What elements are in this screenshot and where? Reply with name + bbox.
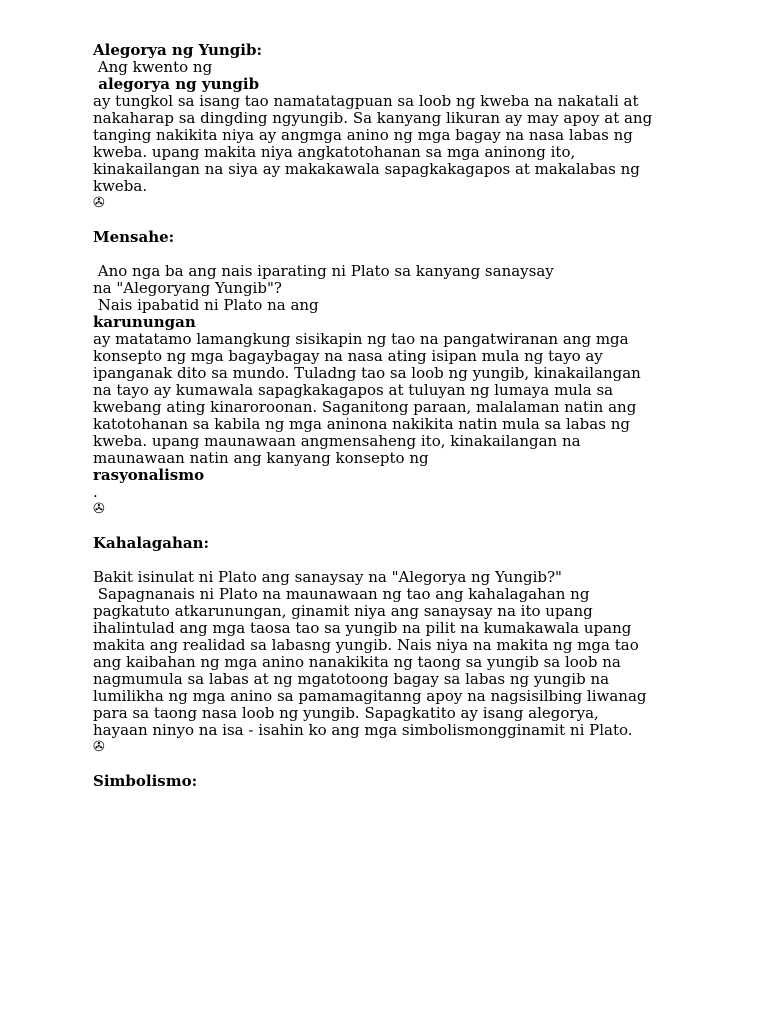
paragraph-line: nakaharap sa dingding ngyungib. Sa kanyang likuran ay may apoy at ang xyxy=(93,109,653,127)
bullet-glyph-icon: ✇ xyxy=(93,195,105,211)
spacer xyxy=(93,212,693,229)
paragraph-line: ay tungkol sa isang tao namatatagpuan sa loob ng kweba na nakatali at xyxy=(93,92,639,110)
section-heading-simbolismo: Simbolismo: xyxy=(93,772,198,790)
spacer xyxy=(93,518,693,535)
paragraph-line: ay matatamo lamangkung sisikapin ng tao na pangatwiranan ang mga xyxy=(93,330,629,348)
section-heading-alegorya: Alegorya ng Yungib: xyxy=(93,41,262,59)
key-term: karunungan xyxy=(93,313,196,331)
paragraph-intro: Ang kwento ng xyxy=(93,58,213,76)
paragraph-line: makita ang realidad sa labasng yungib. Nais niya na makita ng mga tao xyxy=(93,636,639,654)
paragraph-line: para sa taong nasa loob ng yungib. Sapagkatito ay isang alegorya, xyxy=(93,704,599,722)
paragraph-line: kweba. xyxy=(93,177,148,195)
question-line: Ano nga ba ang nais iparating ni Plato sa kanyang sanaysay xyxy=(93,262,554,280)
paragraph-line: kinakailangan na siya ay makakawala sapagkakagapos at makalabas ng xyxy=(93,160,640,178)
paragraph-line: kweba. upang maunawaan angmensaheng ito, kinakailangan na xyxy=(93,432,581,450)
bullet-glyph-icon: ✇ xyxy=(93,501,105,517)
spacer xyxy=(93,246,693,263)
paragraph-line: katotohanan sa kabila ng mga aninona nakikita natin mula sa labas ng xyxy=(93,415,630,433)
document-page xyxy=(93,42,693,790)
paragraph-line: kwebang ating kinaroroonan. Saganitong paraan, malalaman natin ang xyxy=(93,398,637,416)
key-term: alegorya ng yungib xyxy=(93,75,260,93)
paragraph-line: nagmumula sa labas at ng mgatotoong bagay sa labas ng yungib na xyxy=(93,670,610,688)
key-term: rasyonalismo xyxy=(93,466,205,484)
question-line: na "Alegoryang Yungib"? xyxy=(93,279,282,297)
paragraph-line: ipanganak dito sa mundo. Tuladng tao sa loob ng yungib, kinakailangan xyxy=(93,364,641,382)
paragraph-intro: Nais ipabatid ni Plato na ang xyxy=(93,296,319,314)
paragraph-line: Sapagnanais ni Plato na maunawaan ng tao ang kahalagahan ng xyxy=(93,585,590,603)
paragraph-line: ang kaibahan ng mga anino nanakikita ng taong sa yungib sa loob na xyxy=(93,653,621,671)
spacer xyxy=(93,756,693,773)
paragraph-line: tanging nakikita niya ay angmga anino ng mga bagay na nasa labas ng xyxy=(93,126,633,144)
spacer xyxy=(93,552,693,569)
paragraph-line: lumilikha ng mga anino sa pamamagitanng apoy na nagsisilbing liwanag xyxy=(93,687,647,705)
paragraph-line: hayaan ninyo na isa - isahin ko ang mga simbolismongginamit ni Plato. xyxy=(93,721,633,739)
bullet-glyph-icon: ✇ xyxy=(93,739,105,755)
paragraph-line: kweba. upang makita niya angkatotohanan sa mga aninong ito, xyxy=(93,143,576,161)
section-heading-mensahe: Mensahe: xyxy=(93,228,175,246)
paragraph-line: konsepto ng mga bagaybagay na nasa ating isipan mula ng tayo ay xyxy=(93,347,603,365)
paragraph-line: pagkatuto atkarunungan, ginamit niya ang sanaysay na ito upang xyxy=(93,602,593,620)
paragraph-line: maunawaan natin ang kanyang konsepto ng xyxy=(93,449,429,467)
paragraph-line: Bakit isinulat ni Plato ang sanaysay na "Alegorya ng Yungib?" xyxy=(93,568,562,586)
paragraph-line: na tayo ay kumawala sapagkakagapos at tuluyan ng lumaya mula sa xyxy=(93,381,614,399)
paragraph-line: ihalintulad ang mga taosa tao sa yungib na pilit na kumakawala upang xyxy=(93,619,632,637)
section-heading-kahalagahan: Kahalagahan: xyxy=(93,534,210,552)
period-mark: . xyxy=(93,483,98,501)
